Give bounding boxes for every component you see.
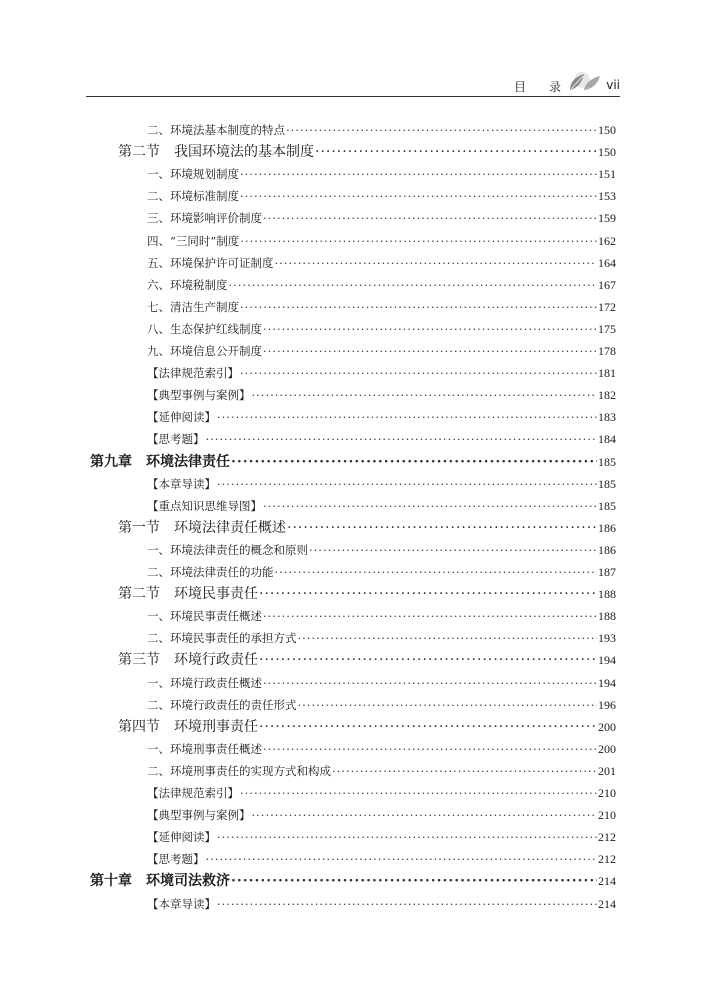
toc-entry-page: 201 — [598, 763, 616, 778]
toc-leader-dots — [252, 808, 598, 822]
toc-entry-page: 186 — [598, 520, 616, 535]
toc-entry-page: 175 — [598, 321, 616, 336]
toc-entry[interactable] — [147, 188, 616, 210]
header-title-left: 目 — [513, 80, 527, 94]
toc-entry[interactable] — [147, 675, 616, 697]
toc-entry[interactable] — [118, 649, 616, 673]
toc-entry-label: 一、环境刑事责任概述 — [147, 741, 262, 756]
toc-leader-dots — [240, 189, 597, 203]
toc-leader-dots — [231, 454, 597, 470]
page-header — [86, 66, 620, 97]
toc-entry-label: 二、环境标准制度 — [147, 189, 239, 204]
toc-entry[interactable] — [147, 476, 616, 498]
header-page-number: vii — [606, 78, 620, 92]
toc-entry-page: 182 — [598, 388, 616, 403]
toc-entry-page: 151 — [598, 167, 616, 182]
toc-leader-dots — [206, 852, 598, 866]
toc-entry-page: 185 — [598, 498, 616, 513]
toc-entry[interactable] — [118, 517, 616, 541]
toc-entry[interactable] — [147, 277, 616, 299]
toc-leader-dots — [206, 432, 598, 446]
toc-entry-page: 210 — [598, 786, 616, 800]
toc-entry-page: 193 — [598, 631, 616, 646]
toc-entry-label: 【重点知识思维导图】 — [147, 498, 262, 513]
toc-entry-label: 一、环境法律责任的概念和原则 — [147, 542, 308, 557]
toc-entry-label: 【延伸阅读】 — [147, 830, 216, 845]
toc-leader-dots — [263, 499, 597, 513]
toc-entry[interactable] — [90, 870, 616, 894]
toc-leader-dots — [332, 764, 597, 778]
toc-entry-label: 八、生态保护红线制度 — [147, 321, 262, 336]
toc-entry-page: 167 — [598, 277, 616, 292]
toc-entry-page: 214 — [598, 874, 616, 889]
toc-entry-label: 第二节 环境民事责任 — [118, 586, 258, 603]
toc-entry-label: 第四节 环境刑事责任 — [118, 718, 258, 735]
toc-entry-page: 200 — [598, 719, 616, 734]
toc-entry[interactable] — [90, 451, 616, 475]
toc-leader-dots — [287, 520, 597, 536]
toc-entry[interactable] — [147, 785, 616, 807]
toc-entry[interactable] — [147, 896, 616, 918]
toc-entry-page: 200 — [598, 741, 616, 756]
toc-entry-label: 【本章导读】 — [147, 476, 216, 491]
toc-leader-dots — [263, 344, 597, 358]
toc-entry[interactable] — [147, 365, 616, 387]
toc-leader-dots — [240, 366, 597, 380]
toc-leader-dots — [217, 897, 597, 911]
toc-entry-page: 164 — [598, 255, 616, 270]
toc-leader-dots — [217, 477, 597, 491]
toc-entry-label: 一、环境行政责任概述 — [147, 675, 262, 690]
toc-entry-label: 【思考题】 — [147, 432, 205, 447]
toc-entry-label: 二、环境行政责任的责任形式 — [147, 697, 297, 712]
toc-entry-label: 第九章 环境法律责任 — [90, 453, 230, 470]
toc-leader-dots — [240, 167, 597, 181]
toc-entry-label: 二、环境法基本制度的特点 — [147, 123, 285, 137]
toc-entry[interactable] — [147, 321, 616, 343]
toc-leader-dots — [263, 211, 597, 225]
toc-entry-page: 153 — [598, 189, 616, 204]
toc-entry-page: 212 — [598, 852, 616, 867]
toc-entry-page: 185 — [598, 454, 616, 469]
toc-leader-dots — [298, 631, 598, 645]
toc-entry[interactable] — [147, 608, 616, 630]
leaf-icon — [564, 70, 604, 94]
toc-leader-dots — [275, 256, 598, 270]
toc-entry-page: 187 — [598, 565, 616, 579]
header-title-right: 录 — [548, 80, 562, 94]
toc-leader-dots — [217, 410, 597, 424]
toc-entry[interactable] — [147, 387, 616, 409]
toc-entry-page: 150 — [598, 123, 616, 137]
toc-entry-page: 210 — [598, 808, 616, 823]
toc-entry-label: 二、环境刑事责任的实现方式和构成 — [147, 763, 331, 778]
toc-entry-page: 186 — [598, 542, 616, 557]
toc-entry-label: 【思考题】 — [147, 852, 205, 867]
toc-entry[interactable] — [147, 763, 616, 785]
toc-entry-label: 第二节 我国环境法的基本制度 — [118, 144, 314, 161]
header-title — [514, 78, 562, 95]
toc-entry-page: 150 — [598, 145, 616, 160]
toc-entry-page: 172 — [598, 299, 616, 314]
toc-entry-label: 七、清洁生产制度 — [147, 299, 239, 314]
toc-entry-page: 184 — [598, 432, 616, 447]
toc-entry-label: 【典型事例与案例】 — [147, 808, 251, 823]
toc-entry[interactable] — [147, 741, 616, 763]
toc-entry-label: 五、环境保护许可证制度 — [147, 255, 274, 270]
toc-entry[interactable] — [118, 583, 616, 607]
toc-entry[interactable] — [147, 807, 616, 829]
toc-entry-label: 一、环境规划制度 — [147, 167, 239, 182]
toc-leader-dots — [263, 609, 597, 623]
toc-entry-label: 【典型事例与案例】 — [147, 388, 251, 403]
toc-entry-label: 【法律规范索引】 — [147, 786, 239, 800]
toc-entry-label: 第三节 环境行政责任 — [118, 652, 258, 669]
toc-leader-dots — [259, 719, 597, 735]
toc-leader-dots — [309, 543, 597, 557]
toc-entry[interactable] — [147, 409, 616, 431]
toc-entry[interactable] — [147, 542, 616, 564]
toc-entry-page: 183 — [598, 410, 616, 425]
toc-entry-label: 第十章 环境司法救济 — [90, 873, 230, 890]
toc-entry-label: 【本章导读】 — [147, 896, 216, 911]
toc-leader-dots — [240, 234, 597, 248]
toc-leader-dots — [259, 586, 597, 602]
toc-entry-page: 214 — [598, 896, 616, 911]
toc-leader-dots — [229, 278, 598, 292]
toc-entry-page: 162 — [598, 233, 616, 248]
toc-leader-dots — [217, 830, 597, 844]
toc-leader-dots — [231, 873, 597, 889]
toc-leader-dots — [259, 652, 597, 668]
toc-leader-dots — [240, 786, 597, 800]
toc-entry-page: 178 — [598, 344, 616, 358]
toc-entry-page: 185 — [598, 476, 616, 491]
toc-entry-label: 三、环境影响评价制度 — [147, 211, 262, 226]
toc-leader-dots — [263, 676, 597, 690]
toc-leader-dots — [263, 742, 597, 756]
toc-entry-label: 二、环境民事责任的承担方式 — [147, 631, 297, 646]
toc-leader-dots — [298, 698, 598, 712]
toc-entry-page: 188 — [598, 587, 616, 602]
toc-leader-dots — [240, 300, 597, 314]
toc-entry-page: 194 — [598, 653, 616, 668]
toc-entry-page: 196 — [598, 697, 616, 712]
toc-entry[interactable] — [147, 255, 616, 277]
toc-entry-label: 六、环境税制度 — [147, 277, 228, 292]
toc-entry-label: 二、环境法律责任的功能 — [147, 565, 274, 579]
toc-leader-dots — [315, 144, 597, 160]
toc-entry-page: 194 — [598, 675, 616, 690]
toc-entry-page: 181 — [598, 366, 616, 381]
toc-entry[interactable] — [118, 141, 616, 165]
toc-entry-label: 一、环境民事责任概述 — [147, 609, 262, 624]
toc-leader-dots — [286, 123, 597, 137]
toc-entry-label: 【法律规范索引】 — [147, 366, 239, 381]
toc-entry[interactable] — [147, 343, 616, 365]
toc-entry[interactable] — [147, 233, 616, 255]
toc-entry[interactable] — [147, 299, 616, 321]
toc-leader-dots — [263, 322, 597, 336]
toc-entry-label: 四、“三同时”制度 — [147, 233, 240, 248]
toc-entry[interactable] — [147, 210, 616, 232]
toc-leader-dots — [252, 388, 598, 402]
toc-leader-dots — [275, 565, 598, 579]
toc-entry-label: 九、环境信息公开制度 — [147, 344, 262, 358]
toc-entry[interactable] — [147, 829, 616, 851]
toc-entry-page: 212 — [598, 830, 616, 845]
toc-entry[interactable] — [147, 166, 616, 188]
toc-entry-page: 159 — [598, 211, 616, 226]
toc-entry[interactable] — [118, 716, 616, 740]
toc-entry-label: 第一节 环境法律责任概述 — [118, 519, 286, 536]
toc-entry-label: 【延伸阅读】 — [147, 410, 216, 425]
toc-entry-page: 188 — [598, 609, 616, 624]
